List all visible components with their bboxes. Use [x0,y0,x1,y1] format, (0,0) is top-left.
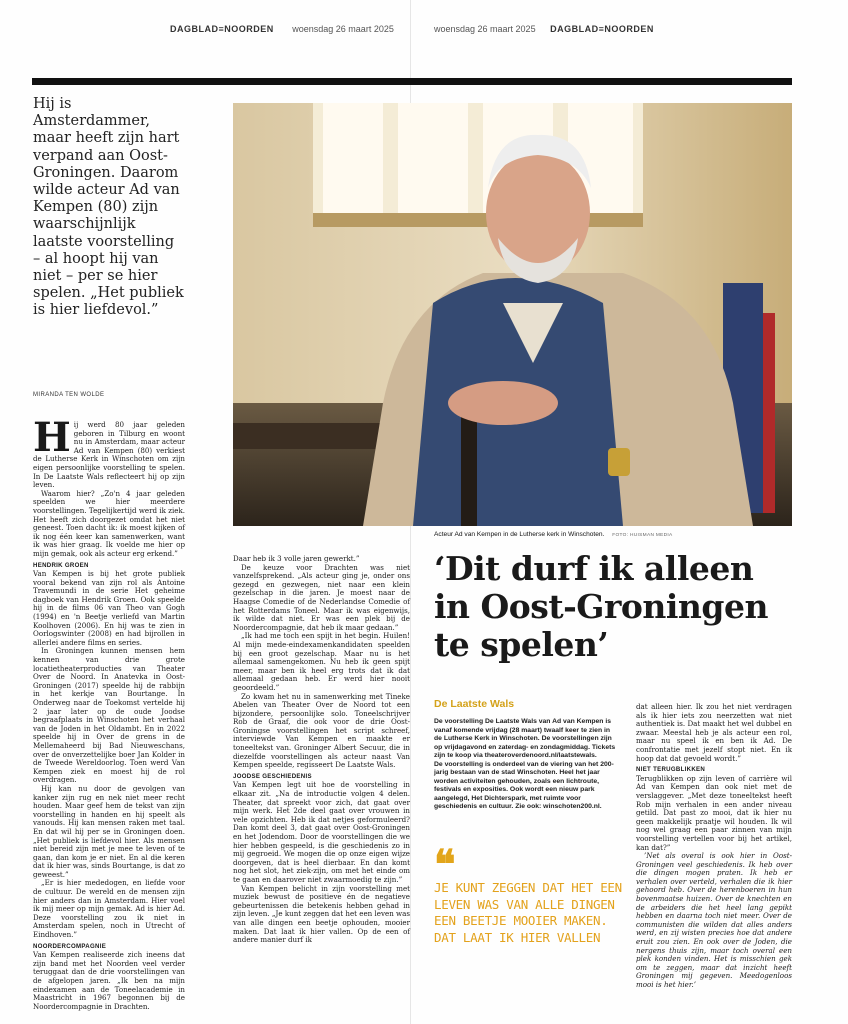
caption-text: Acteur Ad van Kempen in de Lutherse kerk in Winschoten. [434,531,605,538]
paragraph: Waarom hier? „Zo'n 4 jaar geleden speelden we hier meerdere voorstellingen. Tegelijkertijd werd ik ziek. Het heeft zich doorgezet omdat het niet geneest. Toen dacht ik: ik moest kijken of ik nog één keer kan samenwerken, want ik was hier graag. Ik voelde me hier op mijn gemak, ook als acteur erg erkend.” [33,488,185,558]
newspaper-logo: DAGBLAD≡NOORDEN [170,24,274,34]
newspaper-logo: DAGBLAD≡NOORDEN [550,24,654,34]
header-right [434,24,654,34]
article-intro: Hij is Amsterdammer, maar heeft zijn hart verpand aan Oost-Groningen. Daarom wilde acteur Ad van Kempen (80) zijn waarschijnlijk laatste voorstelling – al hoopt hij van niet – per se hier spelen. „Het publiek is hier liefdevol.” [33,96,184,319]
paragraph: Van Kempen is bij het grote publiek vooral bekend van zijn rol als Antoine Travemundi in de serie Het geheime dagboek van Hendrik Groen. Ook speelde hij in de films 06 van Theo van Gogh (1994) en 'n Beetje verliefd van Martin Koolhoven (2006). En hij was te zien in Oorlogswinter (2008) en had bijrollen in allerlei andere films en series. [33,569,185,647]
paragraph: In Groningen kunnen mensen hem kennen van drie grote locatietheaterproducties van Theater Over de Noord. In Anatevka in Oost-Groningen (2017) speelde hij de rabbijn in het kerkje van Bourtange. In Onderweg naar de Toekomst vertelde hij 2 jaar later op de oude Joodse begraafplaats in Winschoten het verhaal van de Joden in het Oldambt. En in 2022 speelde hij in Over de grens in de Mellemaheerd bij Bad Nieuweschans, over de onverzettelijke boer Jan Kolder in de Tweede Wereldoorlog. Toen werd Van Kempen ziek en moest hij de rol overdragen. [33,646,185,785]
header-rule [32,78,792,85]
paragraph: De keuze voor Drachten was niet vanzelfsprekend. „Als acteur ging je, onder ons gezegd en gezwegen, niet naar een klein gezelschap in die jaren. Je moest naar de Haagse Comedie of de Nederlandse Comedie of het Rotterdams Toneel. Maar ik was eigenwijs, ik wilde dat niet. Er was een plek bij de Noordercompagnie, dat heb ik maar gedaan.” [233,562,410,632]
paragraph: Van Kempen belicht in zijn voorstelling met muziek bewust de positieve én de negatieve gebeurtenissen die betekenis hebben gehad in zijn leven. „Je kunt zeggen dat het een leven was van alle dingen een beetje ophouden, mooier maken. Dat laat ik hier vallen. Op de een of andere manier durf ik [233,883,410,945]
info-box [434,718,618,812]
header-left [170,24,394,34]
photo-caption [434,531,673,538]
pull-quote: JE KUNT ZEGGEN DAT HET EEN LEVEN WAS VAN ALLE DINGEN EEN BEETJE MOOIER MAKEN. DAT LAAT IK HIER VALLEN [434,880,622,945]
paragraph: „Er is hier mededogen, en liefde voor de cultuur. De wereld en de mensen zijn hier anders dan in Amsterdam. Hier voel ik mij meer op mijn gemak. Ad is hier Ad. Deze voorstelling zou ik niet in Amsterdam spelen, noch in Utrecht of Eindhoven.” [33,878,185,940]
paragraph: dat alleen hier. Ik zou het niet verdragen als ik hier iets zou neerzetten wat niet authentiek is. Dat maakt het wel dubbel en zwaar. Meestal heb je als acteur een rol, maar nu speel ik en ben ik Ad. De confrontatie met jezelf stopt niet. En ik hoop dat dat gevoeld wordt.” [636,702,792,763]
paragraph: Zo kwam het nu in samenwerking met Tineke Abelen van Theater Over de Noord tot een bijzondere, persoonlijke solo. Toneelschrijver Rob de Graaf, die ook voor de drie Oost-Groningse voorstellingen het script schreef, interviewde Van Kempen en maakte er toneeltekst van. Groninger Albert Secuur, die in diezelfde voorstellingen als acteur naast Van Kempen speelde, regisseert De Laatste Wals. [233,691,410,770]
italic-paragraph: ’Net als overal is ook hier in Oost-Groningen veel geschiedenis. Ik heb over die dingen mogen praten. Ik heb er verhalen over verteld, verhalen die ik hier gehoord heb. Over de herenboeren in hun bovenmaatse huizen. Over de knechten en de arbeiders die het heel lang gepikt hebben en daarna toch niet meer. Over de communisten die wilden dat alles anders werd, en zij wisten precies hoe dat andere eruit zou zien. En ook over de Joden, die nergens thuis zijn, maar toch overal een plek konden vinden. Het is misschien gek om te zeggen, maar dat inzicht heeft Groningen mij gegeven. Meedogenloos mooi is het hier.’ [636,851,792,989]
paragraph: Van Kempen realiseerde zich ineens dat zijn band met het Noorden veel verder teruggaat dan de drie voorstellingen van de afgelopen jaren. „Ik ben na mijn eindexamen aan de Toneelacademie in Maastricht in 1967 begonnen bij de Noordercompagnie in Drachten. [33,950,185,1011]
info-paragraph: De voorstelling De Laatste Wals van Ad van Kempen is vanaf komende vrijdag (28 maart) twaalf keer te zien in de Lutherse Kerk in Winschoten. De voorstellingen zijn op vrijdagavond en zaterdag- en zondagmiddag. Tickets zijn te koop via theateroverdenoord.nl/laatstewals. [434,718,616,759]
subheading: JOODSE GESCHIEDENIS [233,772,312,780]
paragraph: Hij kan nu door de gevolgen van kanker zijn rug en nek niet meer recht houden. Maar geef hem de tekst van zijn voorstelling in handen en hij speelt als vanouds. Hij kan mensen raken met taal. En dat wil hij per se in Groningen doen. „Het publiek is liefdevol hier. Als mensen niet bereid zijn met je mee te leven of te gaan, dan kom je er niet. En al die keren dat ik hier was, sinds Bourtange, is dat zo geweest.” [33,783,185,879]
subheading: NOORDERCOMPAGNIE [33,942,107,950]
article-column-4 [636,703,792,990]
article-column-2 [233,555,410,945]
paragraph: Daar heb ik 3 volle jaren gewerkt.” [233,554,360,563]
subheading: HENDRIK GROEN [33,561,89,569]
photo-credit: FOTO: HUISMAN MEDIA [612,533,673,538]
info-paragraph: De voorstelling is onderdeel van de viering van het 200-jarig bestaan van de stad Winschoten. Heel het jaar worden activiteiten gehouden, zoals een lichtroute, festivals en exposities. Ook wordt een nieuw park aangelegd, Het Dichterspark, met ruimte voor geschiedenis en cultuur. Zie ook: winschoten200.nl. [434,760,614,810]
article-photo [233,103,792,526]
article-column-1 [33,414,185,1011]
photo-illustration [233,103,792,526]
paragraph: Van Kempen legt uit hoe de voorstelling in elkaar zit. „Na de introductie volgen 4 delen. Theater, dat spreekt voor zich, dat gaat over mijn werk. Het 2de deel gaat over vrouwen in vele opzichten. Heb ik dat netjes geformuleerd? Dan komt deel 3, dat gaat over Oost-Groningen en het Jodendom. Door de voorstellingen die we hier hebben gespeeld, is die geschiedenis zo in mij gegroeid. We mogen die op onze eigen wijze doorgeven, dat is heel dierbaar. En dan komt nog het slot, het ziek-zijn, om met het einde om te gaan en daarover niet zwaarmoedig te zijn.” [233,780,410,884]
article-headline: ‘Dit durf ik alleen in Oost-Groningen te spelen’ [434,549,768,664]
quote-mark-icon: ❝ [434,841,456,888]
header-date: woensdag 26 maart 2025 [434,24,536,34]
info-box-title: De Laatste Wals [434,698,515,710]
subheading: NIET TERUGBLIKKEN [636,766,706,774]
paragraph: „Ik had me toch een spijt in het begin. Huilen! Al mijn mede-eindexamenkandidaten speelden bij een groot gezelschap. Maar nu is het allemaal samengekomen. Nu heb ik geen spijt meer, maar ben ik heel erg trots dat ik dat allemaal gedaan heb. Er werd hier nooit geoordeeld.” [233,631,410,692]
paragraph: Terugblikken op zijn leven of carrière wil Ad van Kempen dan ook niet met de verslaggever. „Met deze toneeltekst heeft Rob mijn verhalen in een ander niveau getild. Dat past zo mooi, dat ik hier nu geen makkelijk praatje wil houden. Ik wil nog wel graag een paar zinnen van mijn voorstelling vertellen voor bij het artikel, kan dat?” [636,773,792,852]
paragraph: ij werd 80 jaar geleden geboren in Tilburg en woont nu in Amsterdam, maar acteur Ad van Kempen (80) verkiest de Lutherse Kerk in Winschoten om zijn eigen persoonlijke voorstelling te spelen. In De Laatste Wals reflecteert hij op zijn leven. [33,420,185,490]
drop-cap: H [33,414,71,461]
byline: MIRANDA TEN WOLDE [33,392,105,398]
header-date: woensdag 26 maart 2025 [292,24,394,34]
